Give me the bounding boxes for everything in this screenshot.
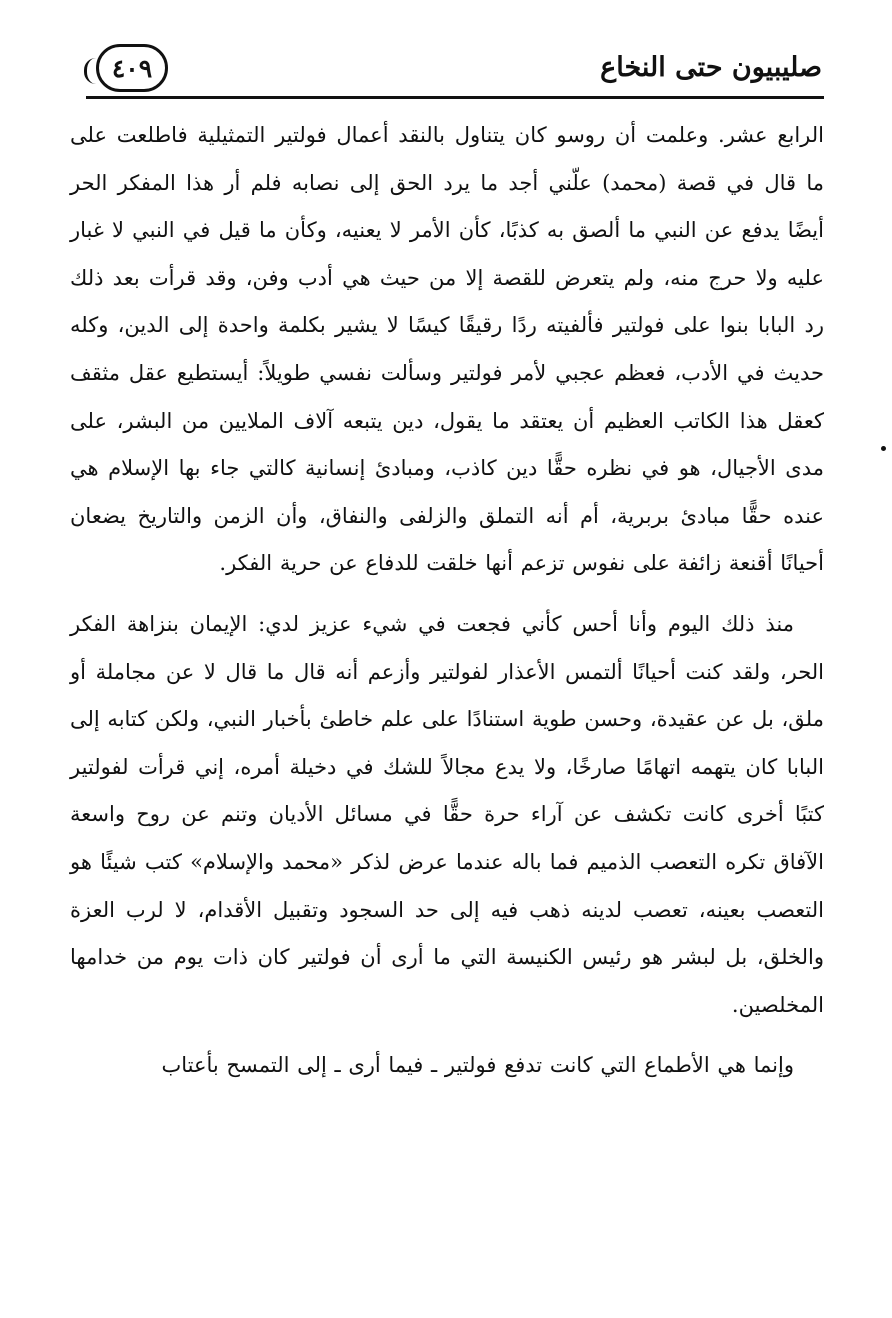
page-number: ٤٠٩ bbox=[111, 53, 153, 83]
paragraph-2: منذ ذلك اليوم وأنا أحس كأني فجعت في شيء عزيز لدي: الإيمان بنزاهة الفكر الحر، ولقد كنت أحيانًا ألتمس الأعذار لفولتير وأزعم أنه قال ما قال لا عن مجاملة أو ملق، بل عن عقيدة، وحسن طوية استنادًا على علم خاطئ بأخبار النبي، ولكن كتابه إلى البابا كان يتهمه اتهامًا صارخًا، ولا يدع مجالاً للشك في دخيلة أمره، إني قرأت لفولتير كتبًا أخرى كانت تكشف عن آراء حرة حقًّا في مسائل الأديان وتنم عن روح واسعة الآفاق تكره التعصب الذميم فما باله عندما عرض لذكر «محمد والإسلام» كتب شيئًا هو التعصب بعينه، تعصب لدينه ذهب فيه إلى حد السجود وتقبيل الأقدام، لا لرب العزة والخلق، بل لبشر هو رئيس الكنيسة التي ما أرى أن فولتير كان ذات يوم من خدامها المخلصين. bbox=[70, 611, 824, 1017]
paragraph-1: الرابع عشر. وعلمت أن روسو كان يتناول بالنقد أعمال فولتير التمثيلية فاطلعت على ما قال في قصة (محمد) علّني أجد ما يرد الحق إلى نصابه فلم أر هذا المفكر الحر أيضًا يدفع عن النبي ما ألصق به كذبًا، كأن الأمر لا يعنيه، وكأن ما قيل في النبي لا غبار عليه ولا حرج منه، ولم يتعرض للقصة إلا من حيث هي أدب وفن، وقد قرأت بعد ذلك رد البابا بنوا على فولتير فألفيته ردًا رقيقًا كيسًا لا يشير بكلمة واحدة إلى الدين، وكله حديث في الأدب، فعظم عجبي لأمر فولتير وسألت نفسي طويلاً: أيستطيع عقل مثقف كعقل هذا الكاتب العظيم أن يعتقد ما يقول، دين يتبعه آلاف الملايين من البشر، على مدى الأجيال، هو في نظره حقًّا دين كاذب، ومبادئ إنسانية كالتي جاء بها الإسلام هي عنده حقًّا مبادئ بربرية، أم أنه التملق والزلفى والنفاق، وأن الزمن والتاريخ يضعان أحيانًا أقنعة زائفة على نفوس تزعم أنها خلقت للدفاع عن حرية الفكر. bbox=[70, 123, 824, 576]
page-number-badge bbox=[96, 44, 168, 92]
header-rule bbox=[86, 96, 824, 99]
paragraph-3: وإنما هي الأطماع التي كانت تدفع فولتير ـ فيما أرى ـ إلى التمسح بأعتاب bbox=[161, 1053, 794, 1078]
running-title: صليبيون حتى النخاع bbox=[600, 52, 822, 83]
body-text bbox=[70, 112, 824, 1090]
margin-mark bbox=[881, 446, 886, 451]
